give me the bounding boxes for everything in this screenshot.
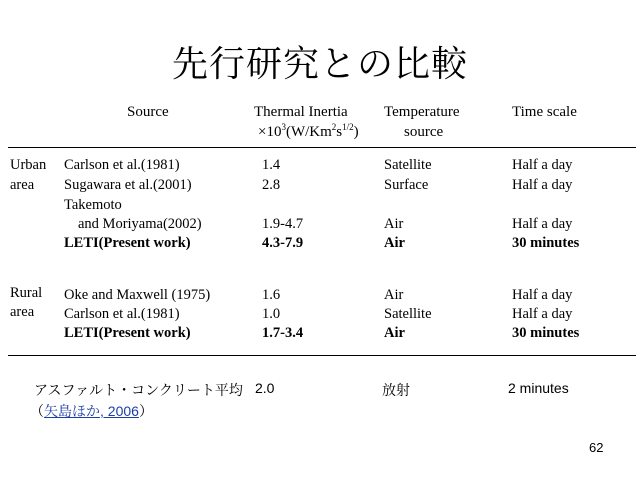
rural-row-2-time: Half a day <box>512 306 573 322</box>
page-number: 62 <box>589 440 604 455</box>
urban-label-line1: Urban <box>10 157 47 173</box>
rural-row-2-inertia: 1.0 <box>262 306 281 322</box>
table-bottom-rule <box>8 355 636 356</box>
header-thermal-exp1: 3 <box>281 122 286 132</box>
footnote-label: アスファルト・コンクリート平均 <box>34 382 243 398</box>
rural-row-3-temp: Air <box>384 325 405 341</box>
footnote-value: 2.0 <box>255 380 275 396</box>
rural-row-3-source: LETI(Present work) <box>64 325 191 341</box>
urban-row-4-time: Half a day <box>512 216 573 232</box>
urban-row-2-temp: Surface <box>384 177 429 193</box>
footnote-time: 2 minutes <box>508 380 569 396</box>
header-thermal-inertia: Thermal Inertia <box>254 104 348 120</box>
rural-label-line1: Rural <box>10 285 43 301</box>
rural-row-1-time: Half a day <box>512 287 573 303</box>
urban-row-1-temp: Satellite <box>384 157 432 173</box>
footnote-source: 放射 <box>382 382 410 398</box>
rural-label-line2: area <box>10 304 35 320</box>
urban-row-1-time: Half a day <box>512 157 573 173</box>
header-temperature-source: source <box>404 124 444 140</box>
urban-row-4-inertia: 1.9-4.7 <box>262 216 304 232</box>
header-thermal-exp2: 2 <box>331 122 337 132</box>
header-thermal-close: ) <box>353 124 359 140</box>
urban-label-line2: area <box>10 177 35 193</box>
rural-row-2-temp: Satellite <box>384 306 432 322</box>
urban-row-2-inertia: 2.8 <box>262 177 281 193</box>
header-thermal-unit <box>258 124 359 141</box>
urban-row-4-source: and Moriyama(2002) <box>78 216 202 232</box>
header-rule <box>8 147 636 148</box>
rural-row-1-inertia: 1.6 <box>262 287 281 303</box>
header-thermal-exp3: 1/2 <box>342 122 354 132</box>
reference-open-paren: （ <box>30 403 44 419</box>
rural-row-2-source: Carlson et al.(1981) <box>64 306 180 322</box>
header-temperature: Temperature <box>384 104 460 120</box>
reference-link[interactable]: 矢島ほか, 2006 <box>44 403 139 419</box>
header-thermal-s: s <box>336 124 343 140</box>
header-source: Source <box>127 104 169 120</box>
urban-row-2-time: Half a day <box>512 177 573 193</box>
rural-row-1-source: Oke and Maxwell (1975) <box>64 287 211 303</box>
urban-row-1-source: Carlson et al.(1981) <box>64 157 180 173</box>
urban-row-5-inertia: 4.3-7.9 <box>262 235 304 251</box>
rural-row-3-inertia: 1.7-3.4 <box>262 325 304 341</box>
footnote-reference <box>30 401 153 421</box>
urban-row-5-source: LETI(Present work) <box>64 235 191 251</box>
header-thermal-prefix: ×10 <box>258 124 282 140</box>
urban-row-1-inertia: 1.4 <box>262 157 281 173</box>
rural-row-3-time: 30 minutes <box>512 325 580 341</box>
urban-row-2-source: Sugawara et al.(2001) <box>64 177 192 193</box>
urban-row-5-time: 30 minutes <box>512 235 580 251</box>
urban-row-4-temp: Air <box>384 216 404 232</box>
rural-row-1-temp: Air <box>384 287 404 303</box>
header-thermal-mid: (W/Km <box>285 124 332 140</box>
reference-close-paren: ） <box>138 403 153 419</box>
urban-row-5-temp: Air <box>384 235 405 251</box>
urban-row-3-source: Takemoto <box>64 197 122 213</box>
header-time-scale: Time scale <box>512 104 577 120</box>
slide-title: 先行研究との比較 <box>171 44 468 85</box>
